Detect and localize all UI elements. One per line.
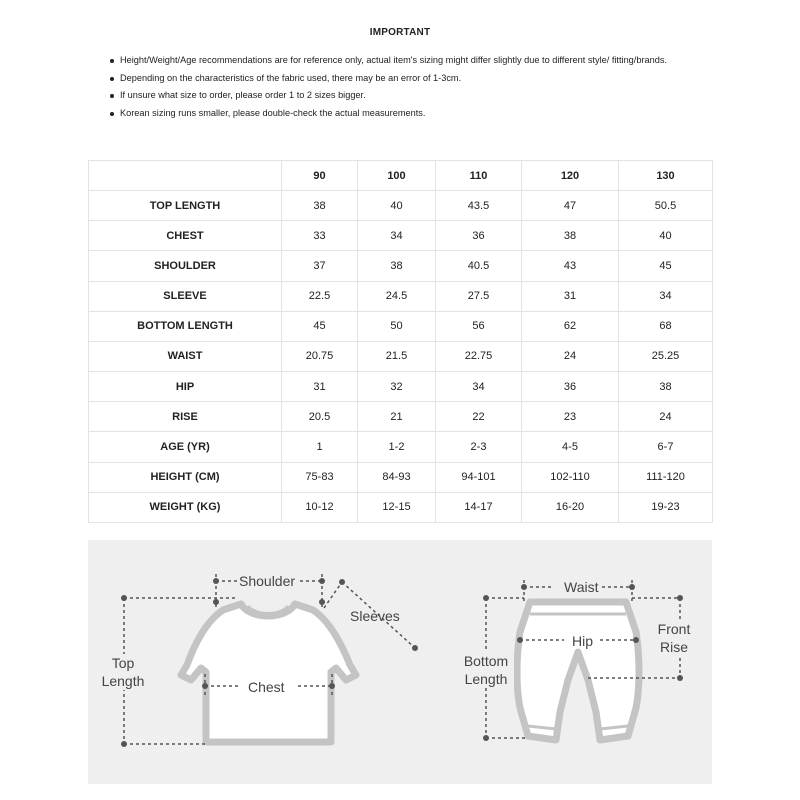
row-label: AGE (YR)	[89, 432, 282, 462]
table-row	[89, 281, 713, 311]
table-cell: 43	[522, 251, 619, 281]
table-cell: 38	[358, 251, 436, 281]
hip-label: Hip	[572, 633, 594, 649]
table-cell: 2-3	[436, 432, 522, 462]
row-label: TOP LENGTH	[89, 191, 282, 221]
top-garment-illustration	[181, 604, 356, 742]
table-cell: 50	[358, 311, 436, 341]
size-chart-table	[88, 160, 713, 523]
table-cell: 45	[619, 251, 713, 281]
bottom-length-label-line: Bottom	[463, 653, 509, 669]
table-cell: 14-17	[436, 492, 522, 522]
front-rise-label-line: Front	[657, 621, 691, 637]
table-cell: 24	[619, 402, 713, 432]
table-row	[89, 311, 713, 341]
table-cell: 1	[282, 432, 358, 462]
table-cell: 40.5	[436, 251, 522, 281]
row-label: BOTTOM LENGTH	[89, 311, 282, 341]
bottom-garment-illustration	[517, 602, 639, 740]
table-cell: 43.5	[436, 191, 522, 221]
page-title: IMPORTANT	[369, 27, 431, 38]
table-cell: 38	[282, 191, 358, 221]
table-cell: 1-2	[358, 432, 436, 462]
table-cell: 6-7	[619, 432, 713, 462]
table-cell: 10-12	[282, 492, 358, 522]
row-label: SHOULDER	[89, 251, 282, 281]
table-cell: 25.25	[619, 341, 713, 371]
table-cell: 56	[436, 311, 522, 341]
row-label: CHEST	[89, 221, 282, 251]
table-cell: 40	[358, 191, 436, 221]
size-header: 90	[282, 161, 358, 191]
table-cell: 31	[522, 281, 619, 311]
table-cell: 75-83	[282, 462, 358, 492]
row-label: WEIGHT (KG)	[89, 492, 282, 522]
row-label: RISE	[89, 402, 282, 432]
table-row	[89, 492, 713, 522]
table-cell: 22.75	[436, 341, 522, 371]
table-cell: 36	[522, 372, 619, 402]
table-cell: 34	[436, 372, 522, 402]
table-cell: 34	[619, 281, 713, 311]
table-cell: 38	[619, 372, 713, 402]
size-header: 100	[358, 161, 436, 191]
table-row	[89, 462, 713, 492]
table-cell: 22	[436, 402, 522, 432]
top-length-label	[98, 654, 148, 690]
table-row	[89, 251, 713, 281]
table-cell: 27.5	[436, 281, 522, 311]
table-cell: 33	[282, 221, 358, 251]
table-cell: 111-120	[619, 462, 713, 492]
table-cell: 24.5	[358, 281, 436, 311]
table-cell: 102-110	[522, 462, 619, 492]
table-cell: 24	[522, 341, 619, 371]
bottom-length-label	[458, 652, 514, 688]
table-cell: 23	[522, 402, 619, 432]
table-cell: 16-20	[522, 492, 619, 522]
table-cell: 20.75	[282, 341, 358, 371]
shoulder-label: Shoulder	[239, 573, 296, 589]
table-cell: 94-101	[436, 462, 522, 492]
table-cell: 19-23	[619, 492, 713, 522]
notes-list	[108, 52, 748, 122]
row-label: HEIGHT (CM)	[89, 462, 282, 492]
table-cell: 20.5	[282, 402, 358, 432]
table-cell: 12-15	[358, 492, 436, 522]
measurement-diagram-svg	[88, 540, 712, 784]
size-header: 120	[522, 161, 619, 191]
pants-outline	[517, 602, 639, 740]
table-cell: 37	[282, 251, 358, 281]
front-rise-label-line: Rise	[659, 639, 688, 655]
size-header: 110	[436, 161, 522, 191]
top-length-label-line: Top	[111, 655, 135, 671]
size-header: 130	[619, 161, 713, 191]
note-item: If unsure what size to order, please order 1 to 2 sizes bigger.	[108, 87, 748, 105]
table-row	[89, 402, 713, 432]
bottom-length-label-line: Length	[464, 671, 508, 687]
table-cell: 40	[619, 221, 713, 251]
table-row	[89, 432, 713, 462]
measurement-diagram	[88, 540, 712, 784]
table-cell: 68	[619, 311, 713, 341]
note-item: Korean sizing runs smaller, please double-check the actual measurements.	[108, 105, 748, 123]
top-shirt-outline	[181, 604, 356, 742]
table-cell: 62	[522, 311, 619, 341]
table-row	[89, 372, 713, 402]
waist-label: Waist	[564, 579, 599, 595]
row-label: WAIST	[89, 341, 282, 371]
header-empty-cell	[89, 161, 282, 191]
table-cell: 50.5	[619, 191, 713, 221]
table-cell: 45	[282, 311, 358, 341]
table-cell: 47	[522, 191, 619, 221]
row-label: SLEEVE	[89, 281, 282, 311]
row-label: HIP	[89, 372, 282, 402]
front-rise-label	[652, 620, 696, 656]
table-cell: 21.5	[358, 341, 436, 371]
table-cell: 4-5	[522, 432, 619, 462]
table-cell: 38	[522, 221, 619, 251]
table-cell: 84-93	[358, 462, 436, 492]
sleeves-label: Sleeves	[350, 608, 400, 624]
table-cell: 36	[436, 221, 522, 251]
chest-label: Chest	[248, 679, 285, 695]
table-cell: 31	[282, 372, 358, 402]
top-length-label-line: Length	[101, 673, 145, 689]
table-row	[89, 341, 713, 371]
note-item: Depending on the characteristics of the fabric used, there may be an error of 1-3cm.	[108, 70, 748, 88]
top-shirt-neckline	[248, 606, 288, 614]
table-row	[89, 221, 713, 251]
table-cell: 32	[358, 372, 436, 402]
table-cell: 21	[358, 402, 436, 432]
table-row	[89, 191, 713, 221]
note-item: Height/Weight/Age recommendations are for reference only, actual item's sizing might differ slightly due to different style/ fitting/brands.	[108, 52, 748, 70]
table-header-row	[89, 161, 713, 191]
table-cell: 34	[358, 221, 436, 251]
table-cell: 22.5	[282, 281, 358, 311]
